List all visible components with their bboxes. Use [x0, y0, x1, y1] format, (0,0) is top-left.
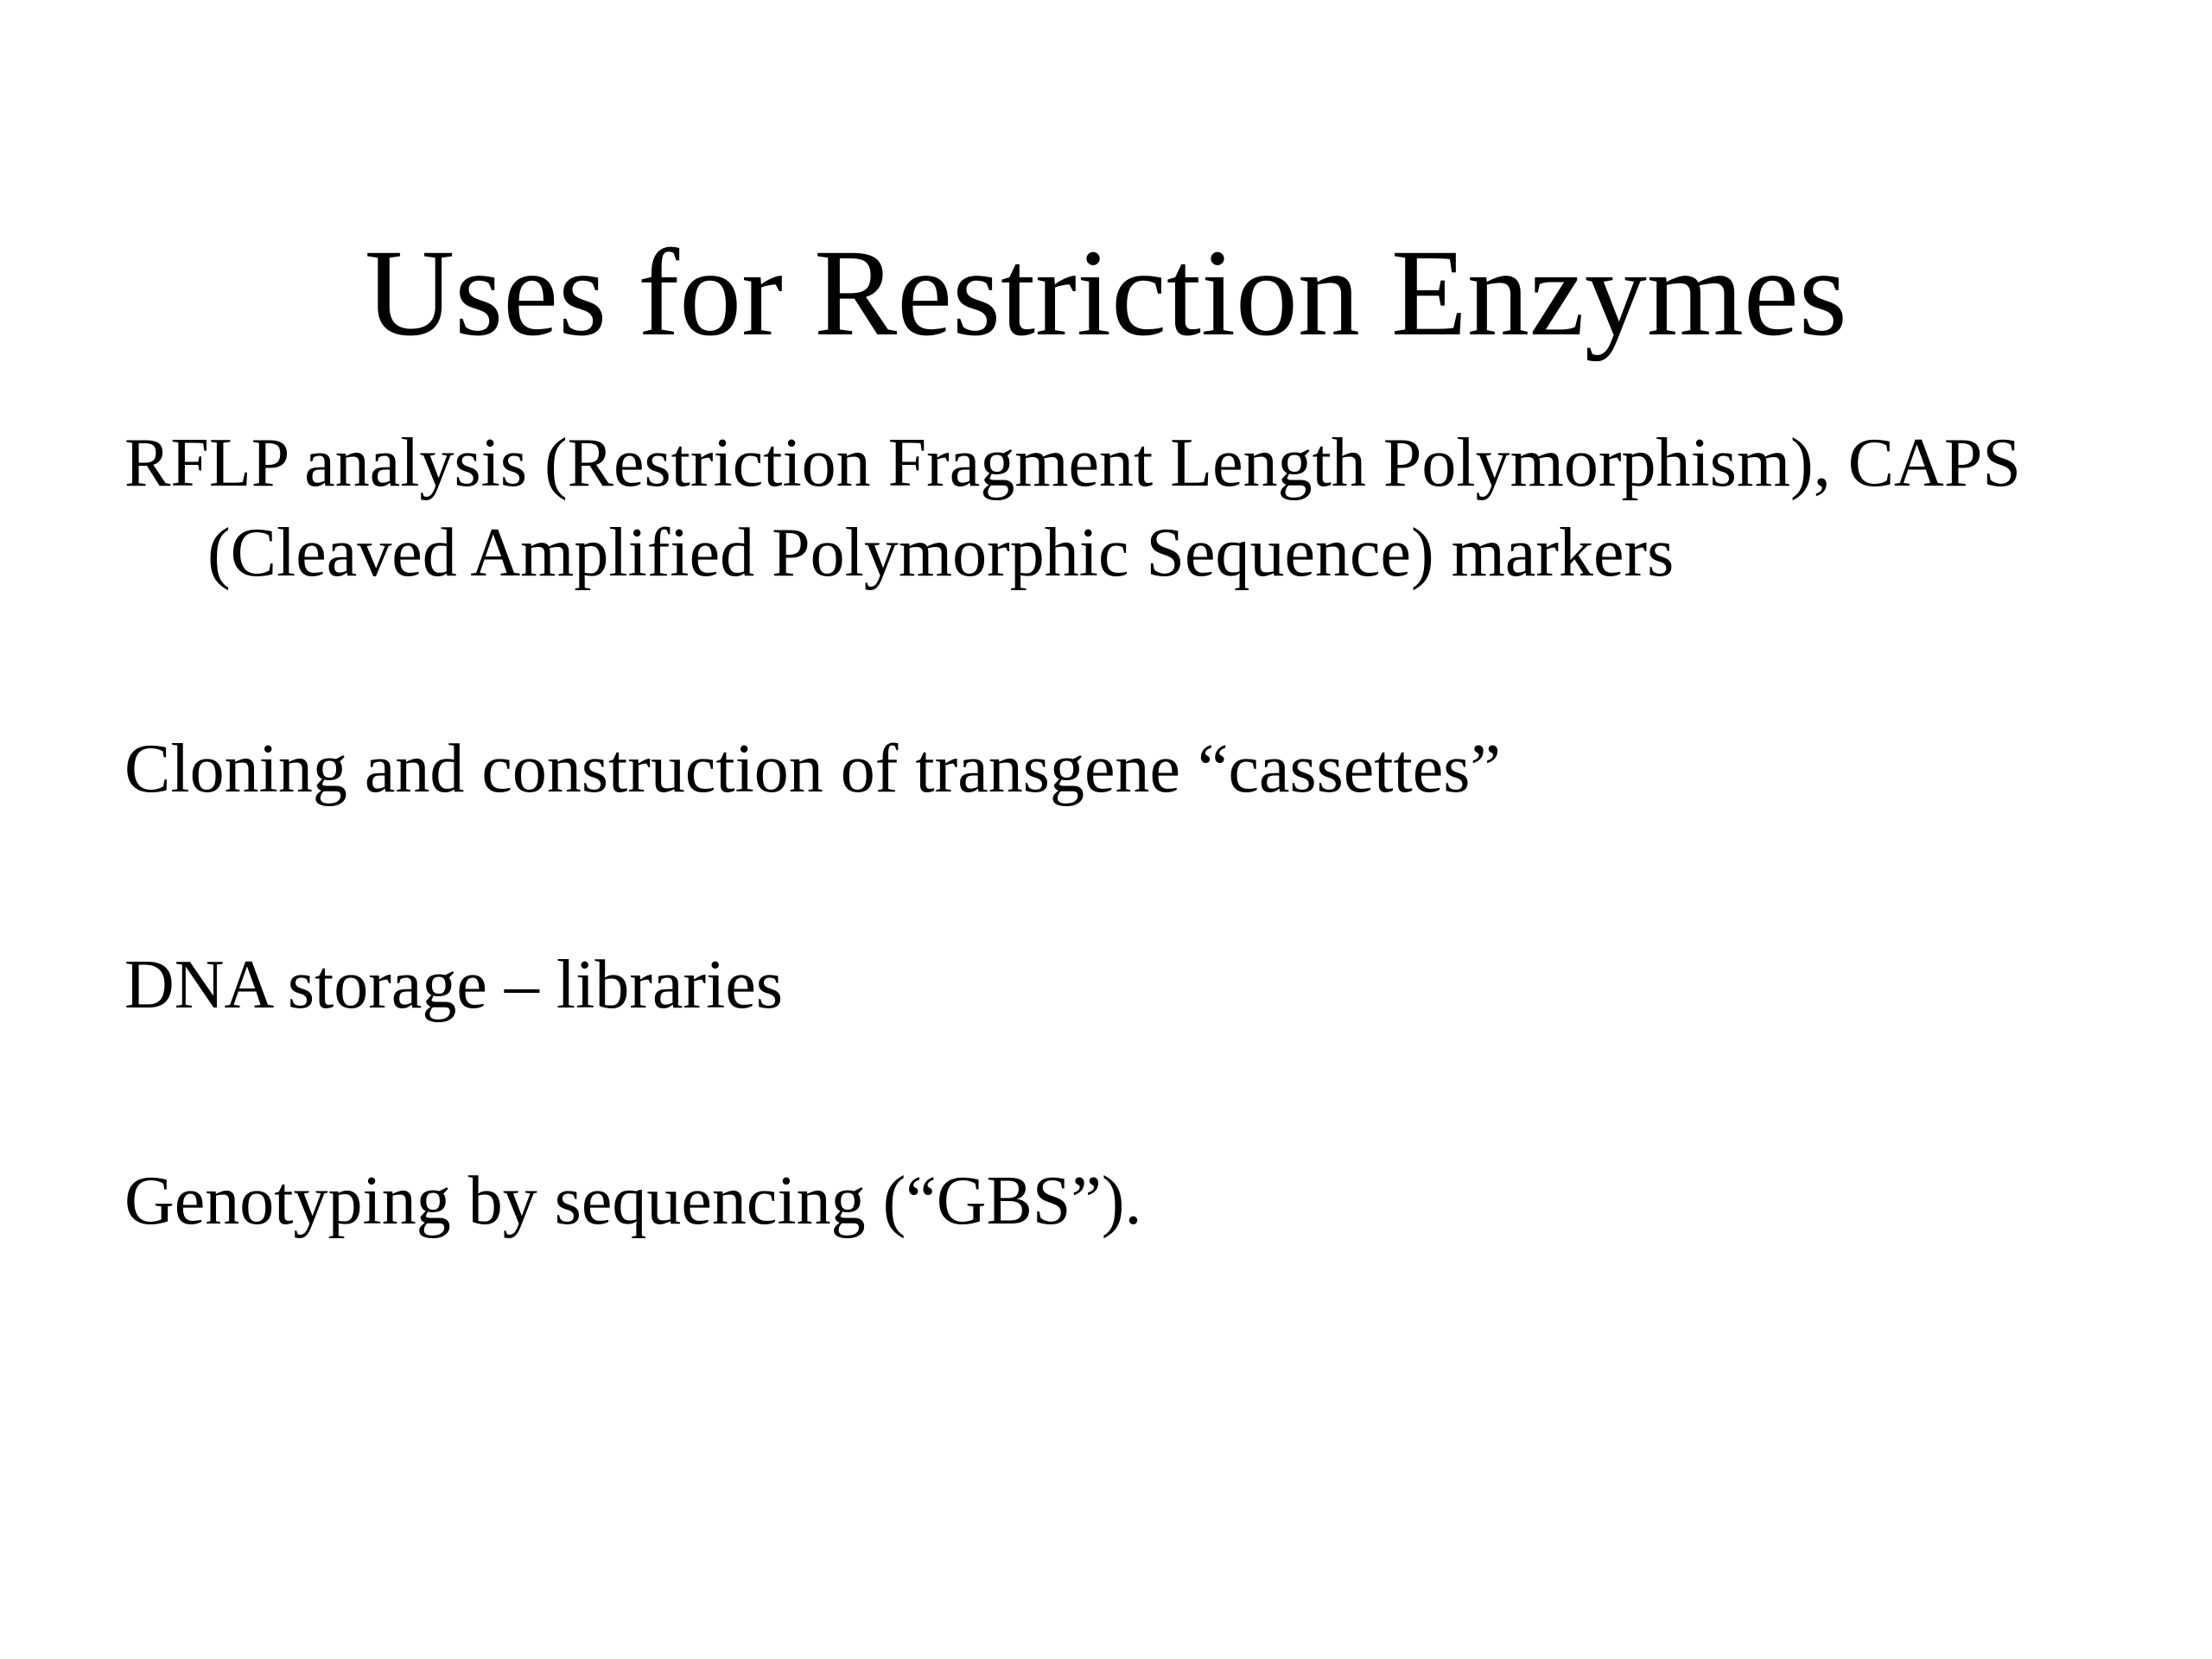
list-item-genotyping: Genotyping by sequencing (“GBS”).	[124, 1163, 1142, 1239]
slide-title: Uses for Restriction Enzymes	[365, 225, 1847, 362]
list-item-rflp-caps: RFLP analysis (Restriction Fragment Length Polymorphism), CAPS (Cleaved Amplified Polymorphic Sequence) markers	[124, 425, 2021, 591]
list-item-dna-storage: DNA storage – libraries	[124, 947, 784, 1023]
list-item-cloning: Cloning and construction of transgene “cassettes”	[124, 731, 1501, 807]
bullet-list	[124, 418, 2112, 1246]
